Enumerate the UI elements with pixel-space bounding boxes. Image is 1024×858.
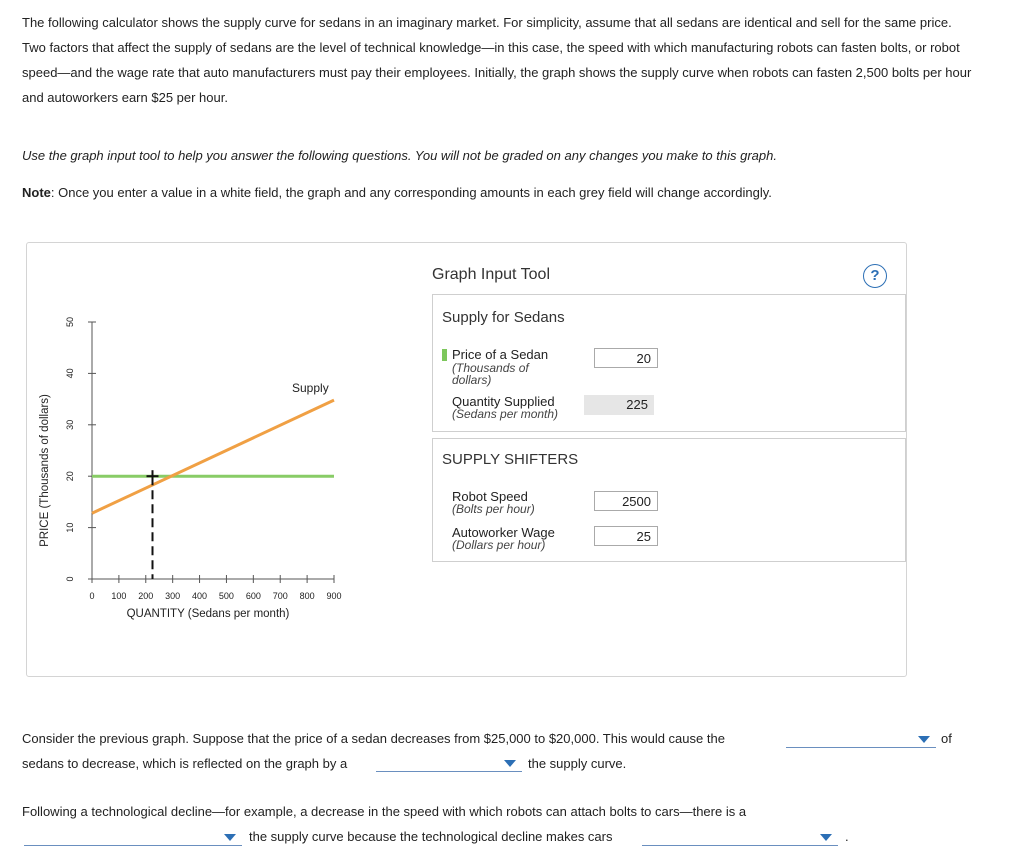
x-tick-label: 400 [192, 591, 208, 601]
supply-curve[interactable] [92, 400, 334, 513]
chevron-down-icon[interactable] [504, 760, 516, 767]
y-tick-label: 40 [65, 368, 75, 379]
supply-shifters-title: SUPPLY SHIFTERS [442, 451, 579, 468]
price-input[interactable]: 20 [594, 348, 658, 368]
robot-speed-input[interactable]: 2500 [594, 491, 658, 511]
y-tick-label: 0 [65, 576, 75, 582]
x-tick-label: 600 [245, 591, 261, 601]
q2-text-3: . [845, 829, 849, 844]
q2-dropdown-1[interactable] [24, 831, 242, 846]
x-tick-label: 500 [218, 591, 234, 601]
x-tick-label: 900 [326, 591, 342, 601]
supply-curve-label: Supply [292, 381, 329, 396]
x-tick-label: 200 [138, 591, 154, 601]
q1-text-2: of [941, 731, 952, 746]
price-label: Price of a Sedan [452, 347, 549, 362]
q1-dropdown-2[interactable] [376, 757, 522, 772]
q1-text-4: the supply curve. [528, 756, 627, 771]
instruction-text: Use the graph input tool to help you answer the following questions. You will not be graded on any changes you make to this graph. [22, 148, 777, 163]
quantity-supplied-sublabel: (Sedans per month) [452, 407, 559, 421]
price-sublabel: (Thousands of dollars) [452, 361, 529, 387]
y-tick-label: 20 [65, 471, 75, 482]
autoworker-wage-label: Autoworker Wage [452, 525, 555, 540]
q2-text-2: the supply curve because the technological decline makes cars [249, 829, 613, 844]
intro-paragraph: The following calculator shows the supply curve for sedans in an imaginary market. For simplicity, assume that all sedans are identical and sell for the same price. Two factors that affect the supply of sedans are the level of technical knowledge—in this case, the speed with which manufacturing robots can fasten bolts, or robot speed—and the wage rate that auto manufacturers must pay their employees. Initially, the graph shows the supply curve when robots can fasten 2,500 bolts per hour and autoworkers earn $25 per hour. [22, 15, 972, 105]
chevron-down-icon[interactable] [820, 834, 832, 841]
y-tick-label: 10 [65, 522, 75, 533]
autoworker-wage-sublabel: (Dollars per hour) [452, 538, 546, 552]
q2-dropdown-2[interactable] [642, 831, 838, 846]
x-tick-label: 300 [165, 591, 181, 601]
q1-text-3: sedans to decrease, which is reflected on the graph by a [22, 756, 348, 771]
note-body: : Once you enter a value in a white field, the graph and any corresponding amounts in each grey field will change accordingly. [50, 185, 772, 200]
note-label: Note [22, 185, 51, 200]
y-tick-label: 30 [65, 419, 75, 430]
chevron-down-icon[interactable] [224, 834, 236, 841]
chevron-down-icon[interactable] [918, 736, 930, 743]
y-axis-label: PRICE (Thousands of dollars) [39, 394, 51, 547]
robot-speed-sublabel: (Bolts per hour) [452, 502, 535, 516]
x-axis-label: QUANTITY (Sedans per month) [126, 608, 290, 620]
supply-for-sedans-title: Supply for Sedans [442, 309, 565, 326]
x-tick-label: 700 [272, 591, 288, 601]
robot-speed-label: Robot Speed [452, 489, 528, 504]
price-marker-icon [442, 349, 447, 361]
x-tick-label: 100 [111, 591, 127, 601]
autoworker-wage-input[interactable]: 25 [594, 526, 658, 546]
q2-text-1: Following a technological decline—for example, a decrease in the speed with which robots can attach bolts to cars—there is a [22, 804, 747, 819]
q1-dropdown-1[interactable] [786, 733, 936, 748]
x-tick-label: 0 [89, 591, 95, 601]
help-icon[interactable]: ? [863, 264, 887, 288]
y-tick-label: 50 [65, 316, 75, 328]
graph-input-tool-title: Graph Input Tool [432, 266, 551, 283]
q1-text-1: Consider the previous graph. Suppose that the price of a sedan decreases from $25,000 to $20,000. This would cause the [22, 731, 725, 746]
x-tick-label: 800 [299, 591, 315, 601]
quantity-supplied-value: 225 [584, 395, 654, 415]
quantity-supplied-label: Quantity Supplied [452, 394, 555, 409]
